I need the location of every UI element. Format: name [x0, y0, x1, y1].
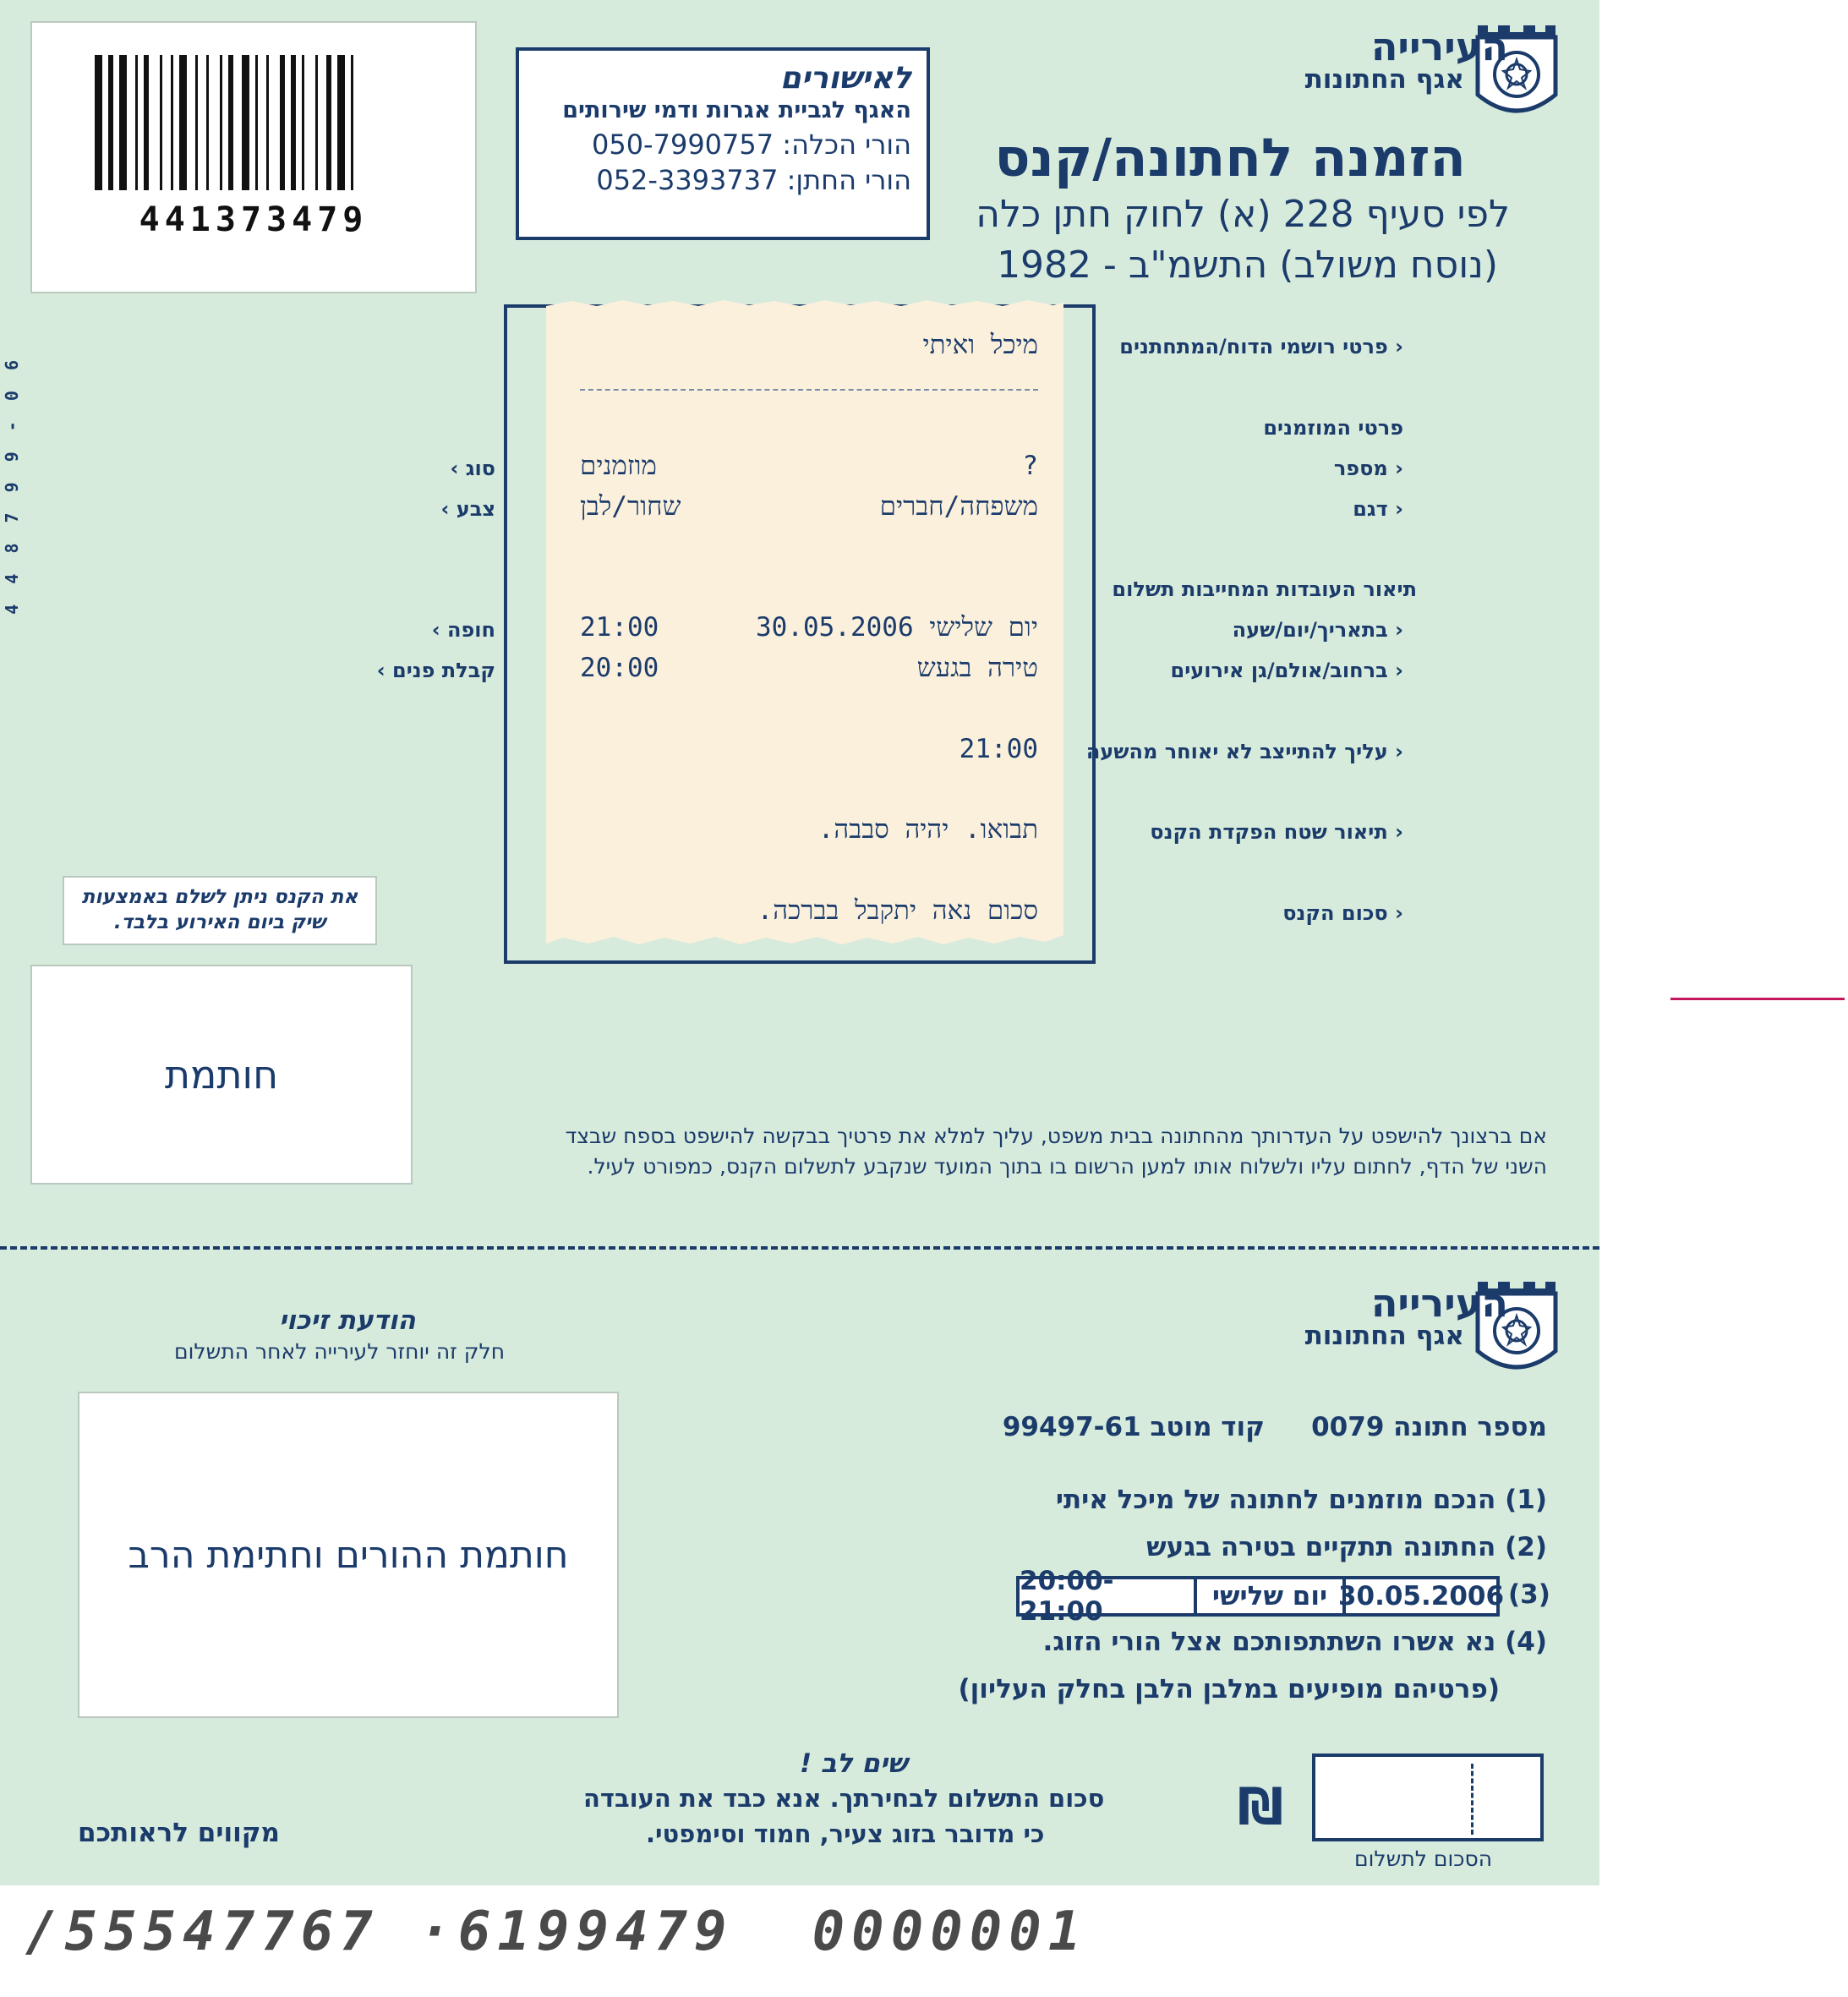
arrow-right-icon: ›: [440, 497, 457, 521]
barcode-bar: [315, 55, 318, 190]
barcode-bar: [206, 55, 209, 190]
side-code: 4 4 8 7 9 9 - 0 6: [2, 355, 22, 615]
value-type: מוזמנים: [580, 451, 657, 481]
arrow-left-icon: ‹: [1387, 820, 1403, 844]
label-reporters: ‹ פרטי רושמי הדוח/המתחתנים: [1119, 335, 1403, 358]
barcode-bar: [144, 55, 149, 190]
label-arrive: ‹ עליך להתייצב לא יאוחר מהשעה: [1085, 740, 1403, 763]
value-model: משפחה/חברים: [879, 491, 1038, 522]
groom-parents-phone: הורי החתן: 052-3393737: [596, 164, 911, 196]
municipality-dept: אגף החתונות: [1304, 64, 1464, 95]
barcode-bar: [326, 55, 331, 190]
receipt-divider: [580, 389, 1038, 391]
item-datetime-number: (3): [1508, 1579, 1550, 1610]
value-area: תבואו. יהיה סבבה.: [817, 814, 1038, 845]
form-subtitle-law: לפי סעיף 228 (א) לחוק חתן כלה: [976, 193, 1510, 236]
barcode-bar: [171, 55, 173, 190]
barcode-bar: [255, 55, 258, 190]
label-venue: ‹ ברחוב/אולם/גן אירועים: [1170, 659, 1403, 682]
payment-note: את הקנס ניתן לשלם באמצעות שיק ביום האירוע בלבד.: [63, 876, 377, 945]
barcode-bar: [228, 55, 233, 190]
value-color: שחור/לבן: [580, 491, 681, 522]
hope-to-see-you: מקווים לראותכם: [78, 1818, 280, 1848]
attention-line-2: כי מדובר בזוג צעיר, חמוד וסימפטי.: [646, 1819, 1045, 1848]
bride-parents-phone: הורי הכלה: 050-7990757: [591, 129, 911, 161]
perforation-line: [0, 1246, 1599, 1250]
amount-box[interactable]: [1312, 1754, 1544, 1841]
arrow-left-icon: ‹: [1387, 901, 1403, 925]
barcode-bar: [95, 55, 102, 190]
amount-box-divider: [1471, 1764, 1473, 1835]
approval-stamp: לאישורים: [779, 61, 911, 96]
amount-label: הסכום לתשלום: [1354, 1847, 1493, 1871]
barcode-bar: [351, 55, 353, 190]
arrow-right-icon: ›: [431, 618, 447, 642]
barcode-number: 441373479: [139, 200, 369, 239]
barcode-bar: [179, 55, 187, 190]
barcode-bar: [119, 55, 127, 190]
shekel-icon: ₪: [1238, 1777, 1284, 1836]
barcode-bar: [195, 55, 198, 190]
value-chuppah-time: 21:00: [580, 612, 659, 643]
barcode-bar: [135, 55, 138, 190]
stamp-label: חותמת: [164, 1052, 279, 1097]
barcode-bar: [337, 55, 345, 190]
label-type: סוג ›: [450, 457, 495, 480]
arrow-left-icon: ‹: [1387, 335, 1403, 358]
item-rsvp: (4) נא אשרו השתתפותכם אצל הורי הזוג.: [1042, 1627, 1547, 1657]
label-description-header: תיאור העובדות המחייבות תשלום: [1112, 577, 1417, 601]
barcode-bar: [220, 55, 222, 190]
item-time-cell: 20:00-21:00: [1016, 1576, 1197, 1617]
arrow-left-icon: ‹: [1387, 457, 1403, 480]
parents-stamp-box: [78, 1392, 619, 1718]
value-amount: סכום נאה יתקבל בברכה.: [757, 895, 1038, 926]
label-amount: ‹ סכום הקנס: [1282, 901, 1403, 925]
item-invited: (1) הנכם מוזמנים לחתונה של מיכל איתי: [1055, 1485, 1547, 1515]
barcode-icon: [93, 55, 414, 190]
stamp-box: [30, 965, 413, 1185]
barcode-bar: [302, 55, 304, 190]
barcode-box: [30, 21, 477, 293]
attention-title: שים לב !: [800, 1748, 908, 1779]
crop-mark: [1670, 998, 1845, 1000]
arrow-left-icon: ‹: [1387, 740, 1403, 763]
item-date-cell: 30.05.2006: [1342, 1576, 1500, 1617]
label-reception: קבלת פנים ›: [376, 659, 495, 682]
credit-title: הודעת זיכוי: [279, 1305, 416, 1336]
item-day-cell: יום שלישי: [1194, 1576, 1346, 1617]
label-invitees-header: פרטי המוזמנים: [1263, 416, 1403, 440]
arrow-right-icon: ›: [376, 659, 392, 682]
form-title: הזמנה לחתונה/קנס: [994, 127, 1466, 189]
arrow-left-icon: ‹: [1387, 659, 1403, 682]
value-reception-time: 20:00: [580, 653, 659, 683]
barcode-bar: [266, 55, 269, 190]
attention-line-1: סכום התשלום לבחירתך. אנא כבד את העובדה: [583, 1784, 1105, 1813]
value-reporters: מיכל ואיתי: [922, 330, 1038, 360]
municipality-dept-lower: אגף החתונות: [1304, 1321, 1464, 1351]
parents-stamp-label: חותמת ההורים וחתימת הרב: [128, 1533, 569, 1577]
label-number: ‹ מספר: [1333, 457, 1403, 480]
arrow-right-icon: ›: [450, 457, 466, 480]
item-location: (2) החתונה תתקיים בטירה בגעש: [1146, 1532, 1547, 1562]
label-color: צבע ›: [440, 497, 495, 521]
arrow-left-icon: ‹: [1387, 497, 1403, 521]
value-arrive-time: 21:00: [959, 734, 1038, 764]
approval-box: [516, 47, 930, 240]
wedding-number: מספר חתונה 0079: [1311, 1412, 1547, 1442]
barcode-bar: [108, 55, 113, 190]
item-details-note: (פרטיהם מופיעים במלבן הלבן בחלק העליון): [958, 1674, 1500, 1704]
label-model: ‹ דגם: [1353, 497, 1403, 521]
court-notice: אם ברצונך להישפט על העדרותך מהחתונה בבית משפט, עליך למלא את פרטיך בבקשה להישפט בספח שבצד השני של הדף, לחתום עליו ולשלוח אותו למען הרשום בו בתוך המועד שנקבע לתשלום הקנס, כמפורט לעיל.: [565, 1124, 1547, 1179]
item-datetime-row: [1016, 1566, 1550, 1627]
beneficiary-code: קוד מוטב 99497-61: [1002, 1412, 1265, 1442]
barcode-bar: [160, 55, 162, 190]
form-subtitle-version: (נוסח משולב) התשמ"ב - 1982: [997, 243, 1498, 287]
value-venue: טירה בגעש: [916, 653, 1038, 683]
credit-subtitle: חלק זה יוחזר לעירייה לאחר התשלום: [174, 1339, 506, 1364]
label-chuppah: חופה ›: [431, 618, 495, 642]
value-date: יום שלישי 30.05.2006: [755, 612, 1038, 643]
municipality-name-lower: העירייה: [1370, 1280, 1508, 1326]
barcode-bar: [280, 55, 285, 190]
barcode-bar: [291, 55, 296, 190]
value-number: ?: [1022, 451, 1038, 481]
footer-numbers: /55547767 ·6199479 0000001: [25, 1901, 1088, 1963]
arrow-left-icon: ‹: [1387, 618, 1403, 642]
barcode-bar: [242, 55, 249, 190]
municipality-name: העירייה: [1370, 24, 1508, 69]
label-area: ‹ תיאור שטח הפקדת הקנס: [1150, 820, 1403, 844]
approval-dept: האגף לגביית אגרות ודמי שירותים: [562, 97, 911, 123]
label-date: ‹ בתאריך/יום/שעה: [1232, 618, 1403, 642]
